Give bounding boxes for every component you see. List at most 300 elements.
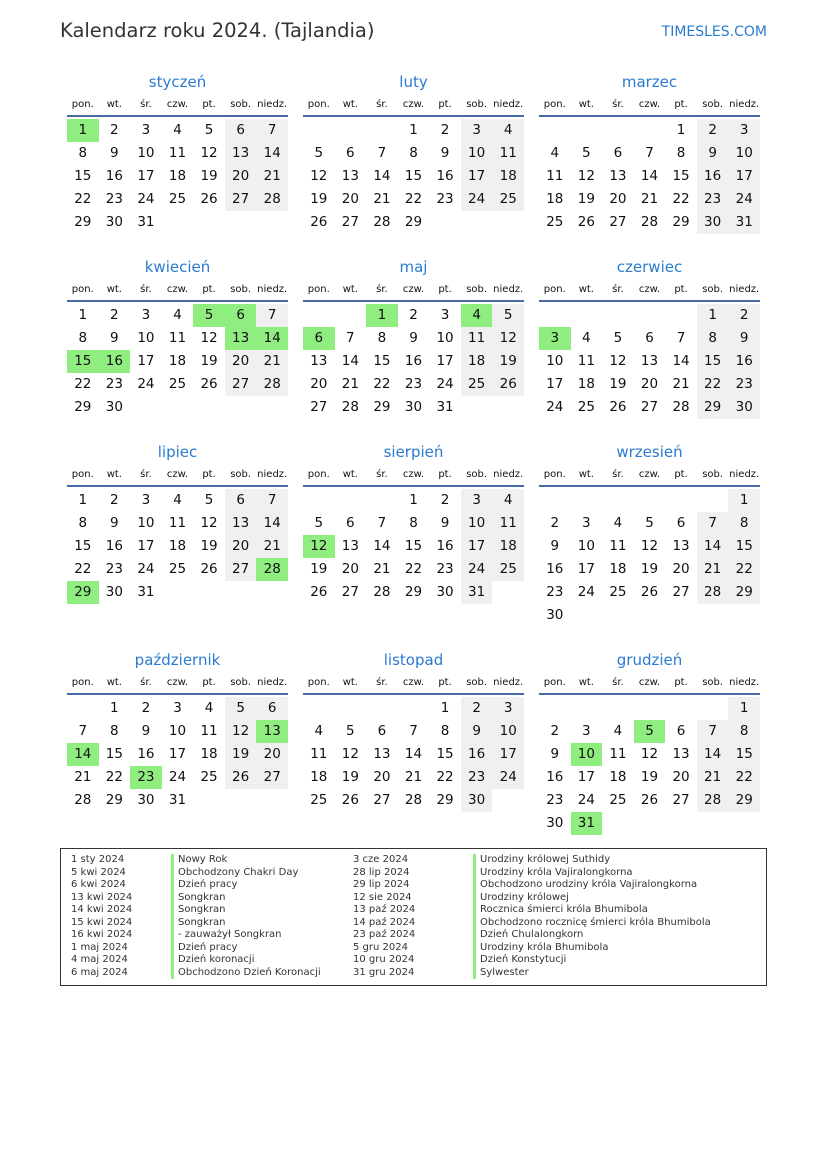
day-cell: 19 bbox=[640, 769, 659, 785]
day-cell: 19 bbox=[492, 350, 524, 373]
day-cell: 30 bbox=[546, 815, 564, 831]
day-cell: 24 bbox=[577, 792, 595, 808]
brand-link[interactable]: TIMESLES.COM bbox=[661, 24, 767, 40]
day-cell: 29 bbox=[373, 399, 391, 415]
day-cell: 23 bbox=[461, 766, 493, 789]
weekday-label: czw. bbox=[166, 284, 189, 295]
day-cell: 6 bbox=[225, 119, 257, 142]
day-cell: 22 bbox=[74, 191, 92, 207]
weekday-label: śr. bbox=[140, 99, 152, 110]
day-cell: 10 bbox=[461, 512, 493, 535]
holiday-day: 13 bbox=[225, 327, 257, 350]
day-cell: 8 bbox=[78, 145, 88, 161]
day-cell: 31 bbox=[436, 399, 454, 415]
empty-cell bbox=[366, 119, 398, 142]
day-cell: 18 bbox=[609, 561, 627, 577]
month-name: luty bbox=[399, 73, 428, 91]
legend-holiday-name: Sylwester bbox=[473, 967, 711, 980]
day-cell: 28 bbox=[697, 581, 729, 604]
legend-holiday-name: Nowy Rok bbox=[171, 854, 321, 867]
empty-cell bbox=[634, 119, 666, 142]
day-cell: 30 bbox=[404, 399, 423, 415]
weekday-label: wt. bbox=[342, 677, 358, 688]
day-cell: 8 bbox=[78, 330, 88, 346]
day-cell: 8 bbox=[78, 515, 88, 531]
legend-holiday-name: Obchodzono Dzień Koronacji bbox=[171, 967, 321, 980]
weekday-label: wt. bbox=[578, 284, 594, 295]
day-cell: 17 bbox=[492, 743, 524, 766]
legend-holiday-name: Urodziny króla Vajiralongkorna bbox=[473, 867, 711, 880]
weekday-label: pt. bbox=[674, 284, 688, 295]
day-cell: 11 bbox=[168, 145, 187, 161]
day-cell: 6 bbox=[225, 489, 257, 512]
weekday-label: niedz. bbox=[257, 677, 288, 688]
day-cell: 21 bbox=[640, 191, 659, 207]
legend-names-2 bbox=[473, 854, 711, 979]
day-cell: 15 bbox=[74, 538, 92, 554]
month-name: grudzień bbox=[616, 651, 683, 669]
day-cell: 4 bbox=[492, 119, 524, 142]
holiday-day: 14 bbox=[67, 743, 99, 766]
day-cell: 11 bbox=[168, 515, 187, 531]
day-cell: 5 bbox=[204, 122, 214, 138]
legend-date: 5 kwi 2024 bbox=[71, 866, 126, 878]
legend-date: 1 sty 2024 bbox=[71, 854, 125, 865]
day-cell: 18 bbox=[461, 350, 493, 373]
day-cell: 6 bbox=[676, 723, 686, 739]
day-cell: 10 bbox=[492, 720, 524, 743]
day-cell: 24 bbox=[546, 399, 564, 415]
day-cell: 13 bbox=[341, 538, 359, 554]
empty-cell bbox=[665, 697, 697, 720]
day-cell: 3 bbox=[582, 723, 591, 739]
day-cell: 2 bbox=[550, 723, 560, 739]
holiday-day: 1 bbox=[366, 304, 398, 327]
weekday-header bbox=[303, 279, 524, 302]
day-cell: 24 bbox=[137, 561, 155, 577]
day-cell: 25 bbox=[492, 188, 524, 211]
holiday-day: 14 bbox=[256, 327, 288, 350]
weekday-label: pon. bbox=[307, 469, 330, 480]
day-cell: 18 bbox=[492, 165, 524, 188]
empty-cell bbox=[665, 304, 697, 327]
day-cell: 25 bbox=[546, 214, 564, 230]
legend-date: 14 paź 2024 bbox=[353, 916, 416, 928]
day-cell: 27 bbox=[672, 584, 690, 600]
day-cell: 27 bbox=[310, 399, 328, 415]
weekday-label: pon. bbox=[71, 99, 94, 110]
day-cell: 22 bbox=[74, 376, 92, 392]
day-cell: 11 bbox=[168, 330, 187, 346]
month-name: październik bbox=[134, 651, 221, 669]
day-cell: 7 bbox=[78, 723, 88, 739]
day-cell: 1 bbox=[440, 700, 450, 716]
day-cell: 29 bbox=[728, 581, 760, 604]
day-cell: 15 bbox=[436, 746, 454, 762]
day-cell: 12 bbox=[492, 327, 524, 350]
day-cell: 11 bbox=[546, 168, 564, 184]
day-cell: 28 bbox=[640, 214, 659, 230]
weekday-label: sob. bbox=[702, 284, 724, 295]
day-cell: 12 bbox=[200, 515, 218, 531]
weekday-label: pon. bbox=[71, 677, 94, 688]
day-cell: 21 bbox=[256, 350, 288, 373]
day-cell: 16 bbox=[404, 353, 423, 369]
holiday-day: 6 bbox=[225, 304, 257, 327]
day-cell: 25 bbox=[492, 558, 524, 581]
day-cell: 2 bbox=[728, 304, 760, 327]
day-cell: 4 bbox=[314, 723, 324, 739]
weekday-label: czw. bbox=[402, 284, 425, 295]
day-cell: 9 bbox=[110, 330, 119, 346]
day-cell: 8 bbox=[728, 720, 760, 743]
day-cell: 28 bbox=[256, 188, 288, 211]
day-cell: 2 bbox=[461, 697, 493, 720]
day-cell: 31 bbox=[137, 214, 155, 230]
holiday-day: 1 bbox=[67, 119, 99, 142]
weekday-label: śr. bbox=[376, 99, 388, 110]
day-cell: 15 bbox=[74, 168, 92, 184]
weekday-header bbox=[539, 279, 760, 302]
day-cell: 16 bbox=[436, 538, 454, 554]
day-cell: 14 bbox=[697, 743, 729, 766]
day-cell: 15 bbox=[404, 168, 423, 184]
day-cell: 6 bbox=[256, 697, 288, 720]
holiday-day: 4 bbox=[461, 304, 493, 327]
day-cell: 20 bbox=[310, 376, 328, 392]
day-cell: 20 bbox=[225, 535, 257, 558]
day-cell: 3 bbox=[492, 697, 524, 720]
day-cell: 11 bbox=[492, 512, 524, 535]
legend-holiday-name: Songkran bbox=[171, 892, 321, 905]
day-cell: 27 bbox=[341, 214, 359, 230]
empty-cell bbox=[571, 119, 603, 142]
day-cell: 28 bbox=[697, 789, 729, 812]
day-cell: 27 bbox=[609, 214, 627, 230]
day-cell: 12 bbox=[609, 353, 627, 369]
day-cell: 2 bbox=[409, 307, 418, 323]
day-cell: 5 bbox=[204, 492, 214, 508]
weekday-label: wt. bbox=[578, 677, 594, 688]
day-cell: 8 bbox=[377, 330, 387, 346]
day-cell: 19 bbox=[609, 376, 627, 392]
day-cell: 13 bbox=[341, 168, 359, 184]
day-cell: 10 bbox=[461, 142, 493, 165]
month-2 bbox=[303, 72, 524, 234]
holiday-day: 5 bbox=[634, 720, 666, 743]
day-cell: 27 bbox=[640, 399, 659, 415]
legend-holiday-name: Dzień pracy bbox=[171, 942, 321, 955]
holiday-day: 6 bbox=[303, 327, 335, 350]
weekday-label: śr. bbox=[376, 469, 388, 480]
day-cell: 5 bbox=[314, 145, 324, 161]
day-cell: 14 bbox=[640, 168, 659, 184]
weekday-label: pon. bbox=[307, 677, 330, 688]
weekday-label: niedz. bbox=[493, 677, 524, 688]
day-cell: 27 bbox=[225, 558, 257, 581]
day-cell: 15 bbox=[672, 168, 690, 184]
day-cell: 14 bbox=[404, 746, 423, 762]
day-cell: 24 bbox=[168, 769, 187, 785]
day-cell: 13 bbox=[225, 512, 257, 535]
day-cell: 7 bbox=[256, 304, 288, 327]
day-cell: 13 bbox=[672, 538, 690, 554]
day-cell: 14 bbox=[256, 512, 288, 535]
weekday-label: pt. bbox=[438, 677, 452, 688]
day-cell: 10 bbox=[137, 330, 155, 346]
day-cell: 26 bbox=[200, 376, 218, 392]
empty-cell bbox=[602, 304, 634, 327]
holiday-legend bbox=[60, 848, 767, 986]
day-cell: 18 bbox=[310, 769, 328, 785]
day-cell: 4 bbox=[613, 723, 623, 739]
day-cell: 5 bbox=[613, 330, 623, 346]
day-cell: 13 bbox=[672, 746, 690, 762]
weekday-label: śr. bbox=[612, 677, 624, 688]
month-name: kwiecień bbox=[144, 258, 211, 276]
legend-date: 23 paź 2024 bbox=[353, 929, 416, 940]
day-cell: 24 bbox=[461, 188, 493, 211]
month-name: sierpień bbox=[383, 443, 444, 461]
day-cell: 14 bbox=[373, 538, 391, 554]
day-cell: 13 bbox=[310, 353, 328, 369]
day-cell: 18 bbox=[200, 746, 218, 762]
day-cell: 12 bbox=[640, 538, 659, 554]
day-cell: 21 bbox=[697, 766, 729, 789]
month-name: lipiec bbox=[157, 443, 198, 461]
days-grid bbox=[303, 489, 524, 604]
month-12 bbox=[539, 650, 760, 835]
days-grid bbox=[67, 119, 288, 234]
day-cell: 21 bbox=[373, 191, 391, 207]
day-cell: 26 bbox=[640, 792, 659, 808]
weekday-label: czw. bbox=[638, 469, 661, 480]
weekday-label: wt. bbox=[106, 469, 122, 480]
day-cell: 28 bbox=[373, 214, 391, 230]
day-cell: 10 bbox=[137, 515, 155, 531]
day-cell: 27 bbox=[256, 766, 288, 789]
empty-cell bbox=[398, 697, 430, 720]
day-cell: 3 bbox=[173, 700, 182, 716]
legend-names-1 bbox=[171, 854, 321, 979]
weekday-label: wt. bbox=[578, 469, 594, 480]
day-cell: 28 bbox=[74, 792, 92, 808]
day-cell: 16 bbox=[137, 746, 155, 762]
days-grid bbox=[303, 697, 524, 812]
day-cell: 23 bbox=[436, 561, 454, 577]
day-cell: 9 bbox=[110, 145, 119, 161]
day-cell: 22 bbox=[697, 373, 729, 396]
day-cell: 3 bbox=[461, 489, 493, 512]
day-cell: 26 bbox=[341, 792, 359, 808]
legend-date: 14 kwi 2024 bbox=[71, 904, 133, 915]
month-name: czerwiec bbox=[616, 258, 683, 276]
day-cell: 1 bbox=[676, 122, 686, 138]
day-cell: 24 bbox=[436, 376, 454, 392]
day-cell: 24 bbox=[728, 188, 760, 211]
weekday-label: niedz. bbox=[257, 99, 288, 110]
weekday-label: czw. bbox=[638, 99, 661, 110]
day-cell: 14 bbox=[341, 353, 359, 369]
day-cell: 5 bbox=[314, 515, 324, 531]
holiday-day: 13 bbox=[256, 720, 288, 743]
legend-holiday-name: Dzień Chulalongkorn bbox=[473, 929, 711, 942]
day-cell: 30 bbox=[105, 399, 123, 415]
day-cell: 1 bbox=[110, 700, 119, 716]
legend-date: 3 cze 2024 bbox=[353, 854, 409, 865]
day-cell: 16 bbox=[697, 165, 729, 188]
day-cell: 21 bbox=[341, 376, 359, 392]
day-cell: 18 bbox=[168, 538, 187, 554]
day-cell: 22 bbox=[74, 561, 92, 577]
day-cell: 20 bbox=[341, 191, 359, 207]
day-cell: 6 bbox=[676, 515, 686, 531]
day-cell: 17 bbox=[137, 353, 155, 369]
holiday-day: 5 bbox=[193, 304, 225, 327]
holiday-day: 28 bbox=[256, 558, 288, 581]
weekday-label: śr. bbox=[612, 284, 624, 295]
empty-cell bbox=[335, 304, 367, 327]
empty-cell bbox=[602, 489, 634, 512]
day-cell: 16 bbox=[461, 743, 493, 766]
days-grid bbox=[539, 489, 760, 627]
weekday-label: sob. bbox=[230, 677, 252, 688]
holiday-day: 31 bbox=[571, 812, 603, 835]
day-cell: 12 bbox=[577, 168, 595, 184]
weekday-header bbox=[67, 94, 288, 117]
day-cell: 1 bbox=[78, 307, 88, 323]
holiday-day: 12 bbox=[303, 535, 335, 558]
weekday-label: pt. bbox=[202, 469, 216, 480]
day-cell: 23 bbox=[546, 792, 564, 808]
day-cell: 22 bbox=[728, 766, 760, 789]
day-cell: 22 bbox=[404, 561, 423, 577]
day-cell: 25 bbox=[200, 769, 218, 785]
day-cell: 3 bbox=[440, 307, 450, 323]
day-cell: 26 bbox=[225, 766, 257, 789]
day-cell: 4 bbox=[173, 307, 182, 323]
weekday-label: pt. bbox=[202, 284, 216, 295]
day-cell: 25 bbox=[168, 376, 187, 392]
empty-cell bbox=[67, 697, 99, 720]
legend-date: 12 sie 2024 bbox=[353, 891, 412, 903]
day-cell: 6 bbox=[346, 145, 355, 161]
day-cell: 26 bbox=[640, 584, 659, 600]
month-1 bbox=[67, 72, 288, 234]
day-cell: 8 bbox=[409, 515, 418, 531]
day-cell: 23 bbox=[404, 376, 423, 392]
day-cell: 16 bbox=[436, 168, 454, 184]
day-cell: 31 bbox=[461, 581, 493, 604]
weekday-label: wt. bbox=[106, 99, 122, 110]
weekday-label: wt. bbox=[106, 284, 122, 295]
day-cell: 19 bbox=[225, 743, 257, 766]
day-cell: 7 bbox=[346, 330, 355, 346]
day-cell: 26 bbox=[577, 214, 595, 230]
day-cell: 11 bbox=[577, 353, 595, 369]
day-cell: 22 bbox=[436, 769, 454, 785]
day-cell: 19 bbox=[310, 191, 328, 207]
day-cell: 26 bbox=[200, 191, 218, 207]
day-cell: 9 bbox=[110, 515, 119, 531]
day-cell: 29 bbox=[436, 792, 454, 808]
day-cell: 3 bbox=[582, 515, 591, 531]
day-cell: 14 bbox=[256, 142, 288, 165]
day-cell: 20 bbox=[225, 165, 257, 188]
month-name: wrzesień bbox=[616, 443, 683, 461]
page-title: Kalendarz roku 2024. (Tajlandia) bbox=[60, 19, 375, 42]
day-cell: 23 bbox=[697, 188, 729, 211]
day-cell: 15 bbox=[728, 743, 760, 766]
weekday-label: sob. bbox=[466, 99, 488, 110]
months-grid bbox=[67, 72, 761, 858]
day-cell: 11 bbox=[310, 746, 328, 762]
day-cell: 26 bbox=[492, 373, 524, 396]
day-cell: 7 bbox=[645, 145, 654, 161]
day-cell: 1 bbox=[78, 492, 88, 508]
day-cell: 10 bbox=[436, 330, 454, 346]
day-cell: 4 bbox=[613, 515, 623, 531]
day-cell: 1 bbox=[697, 304, 729, 327]
legend-date: 10 gru 2024 bbox=[353, 954, 415, 965]
day-cell: 31 bbox=[168, 792, 187, 808]
weekday-label: czw. bbox=[166, 99, 189, 110]
day-cell: 17 bbox=[461, 535, 493, 558]
legend-holiday-name: Obchodzono rocznicę śmierci króla Bhumibola bbox=[473, 917, 711, 930]
day-cell: 2 bbox=[110, 307, 119, 323]
day-cell: 4 bbox=[550, 145, 560, 161]
month-11 bbox=[303, 650, 524, 835]
day-cell: 31 bbox=[728, 211, 760, 234]
day-cell: 12 bbox=[200, 330, 218, 346]
day-cell: 23 bbox=[436, 191, 454, 207]
day-cell: 7 bbox=[256, 119, 288, 142]
month-name: marzec bbox=[621, 73, 678, 91]
weekday-label: pon. bbox=[543, 469, 566, 480]
day-cell: 20 bbox=[672, 769, 690, 785]
legend-date: 29 lip 2024 bbox=[353, 879, 410, 890]
weekday-label: pt. bbox=[674, 677, 688, 688]
day-cell: 22 bbox=[404, 191, 423, 207]
day-cell: 30 bbox=[436, 584, 454, 600]
legend-holiday-name: Urodziny królowej Suthidy bbox=[473, 854, 711, 867]
holiday-day: 15 bbox=[67, 350, 99, 373]
weekday-header bbox=[303, 94, 524, 117]
day-cell: 21 bbox=[256, 165, 288, 188]
day-cell: 3 bbox=[141, 492, 151, 508]
weekday-label: sob. bbox=[466, 677, 488, 688]
day-cell: 3 bbox=[141, 122, 151, 138]
weekday-label: niedz. bbox=[257, 469, 288, 480]
weekday-label: śr. bbox=[140, 677, 152, 688]
day-cell: 13 bbox=[609, 168, 627, 184]
weekday-header bbox=[539, 94, 760, 117]
day-cell: 27 bbox=[341, 584, 359, 600]
day-cell: 26 bbox=[310, 214, 328, 230]
day-cell: 5 bbox=[346, 723, 355, 739]
day-cell: 27 bbox=[225, 188, 257, 211]
day-cell: 12 bbox=[310, 168, 328, 184]
day-cell: 2 bbox=[697, 119, 729, 142]
day-cell: 5 bbox=[645, 515, 654, 531]
weekday-header bbox=[539, 464, 760, 487]
day-cell: 22 bbox=[672, 191, 690, 207]
weekday-header bbox=[67, 464, 288, 487]
weekday-label: sob. bbox=[230, 284, 252, 295]
day-cell: 1 bbox=[728, 489, 760, 512]
day-cell: 6 bbox=[346, 515, 355, 531]
day-cell: 30 bbox=[546, 607, 564, 623]
